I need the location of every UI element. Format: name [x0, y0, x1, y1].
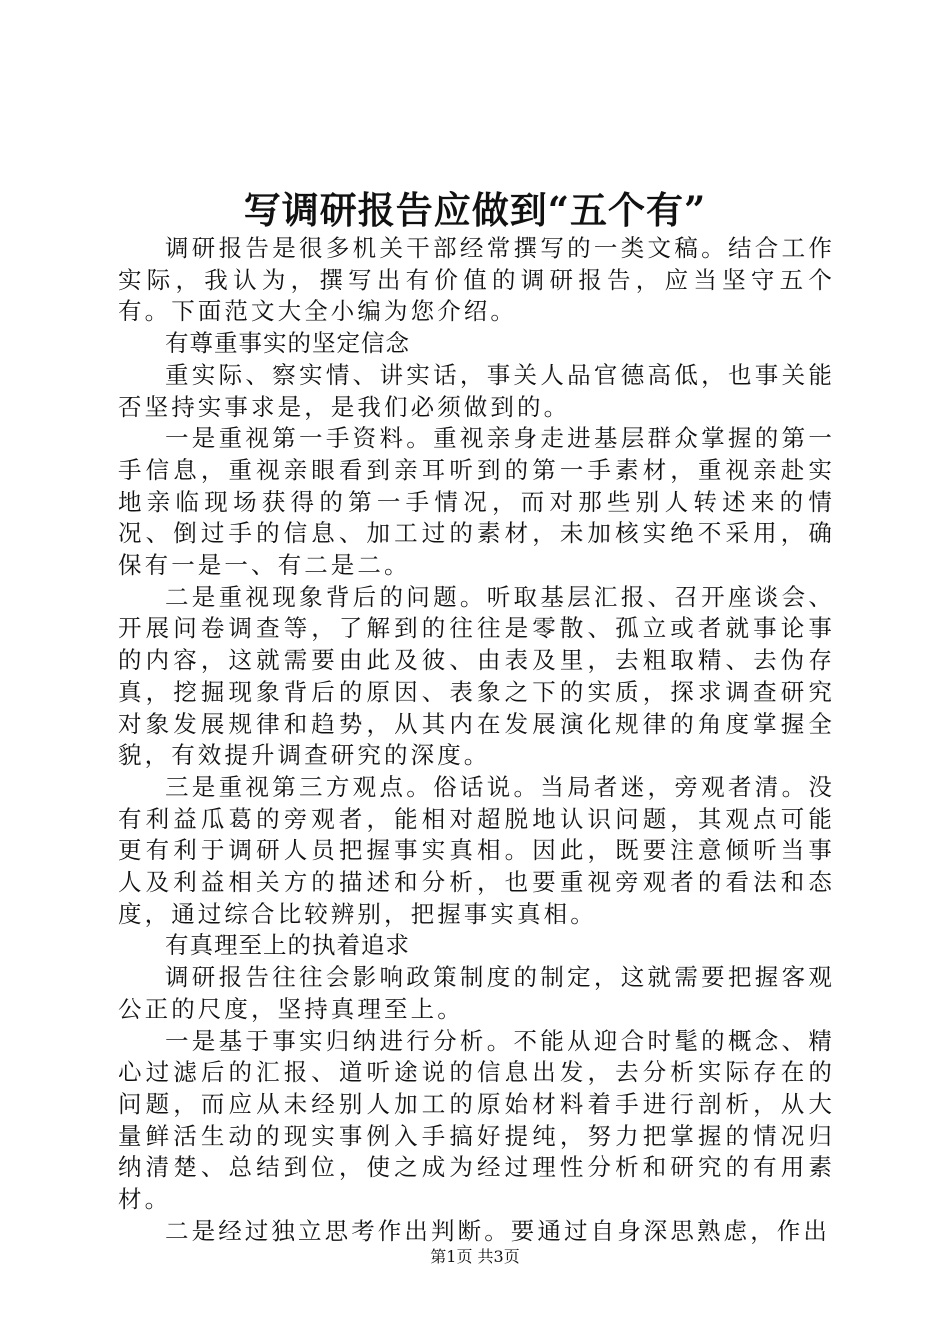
- paragraph: 二是经过独立思考作出判断。要通过自身深思熟虑，作出: [165, 1216, 830, 1245]
- paragraph: 三是重视第三方观点。俗话说。当局者迷，旁观者清。没有利益瓜葛的旁观者，能相对超脱地认识问题，其观点可能更有利于调研人员把握事实真相。因此，既要注意倾听当事人及利益相关方的描述和分析，也要重视旁观者的看法和态度，通过综合比较辨别，把握事实真相。: [118, 772, 835, 928]
- paragraph: 一是重视第一手资料。重视亲身走进基层群众掌握的第一手信息，重视亲眼看到亲耳听到的第一手素材，重视亲赴实地亲临现场获得的第一手情况，而对那些别人转述来的情况、倒过手的信息、加工过的素材，未加核实绝不采用，确保有一是一、有二是二。: [118, 424, 835, 580]
- paragraph: 一是基于事实归纳进行分析。不能从迎合时髦的概念、精心过滤后的汇报、道听途说的信息出发，去分析实际存在的问题，而应从未经别人加工的原始材料着手进行剖析，从大量鲜活生动的现实事例入手搞好提纯，努力把掌握的情况归纳清楚、总结到位，使之成为经过理性分析和研究的有用素材。: [118, 1026, 835, 1214]
- section-heading-2: 有真理至上的执着追求: [165, 931, 410, 960]
- paragraph: 重实际、察实情、讲实话，事关人品官德高低，也事关能否坚持实事求是，是我们必须做到的。: [118, 360, 835, 421]
- page-footer: 第1页 共3页: [430, 1247, 520, 1266]
- paragraph: 调研报告往往会影响政策制度的制定，这就需要把握客观公正的尺度，坚持真理至上。: [118, 963, 835, 1023]
- paragraph: 二是重视现象背后的问题。听取基层汇报、召开座谈会、开展问卷调查等，了解到的往往是零散、孤立或者就事论事的内容，这就需要由此及彼、由表及里，去粗取精、去伪存真，挖掘现象背后的原因、表象之下的实质，探求调查研究对象发展规律和趋势，从其内在发展演化规律的角度掌握全貌，有效提升调查研究的深度。: [118, 582, 835, 770]
- document-title: 写调研报告应做到“五个有”: [243, 188, 707, 232]
- paragraph-intro: 调研报告是很多机关干部经常撰写的一类文稿。结合工作实际，我认为，撰写出有价值的调研报告，应当坚守五个有。下面范文大全小编为您介绍。: [118, 234, 835, 326]
- section-heading-1: 有尊重事实的坚定信念: [165, 329, 410, 358]
- document-body: [118, 233, 835, 1248]
